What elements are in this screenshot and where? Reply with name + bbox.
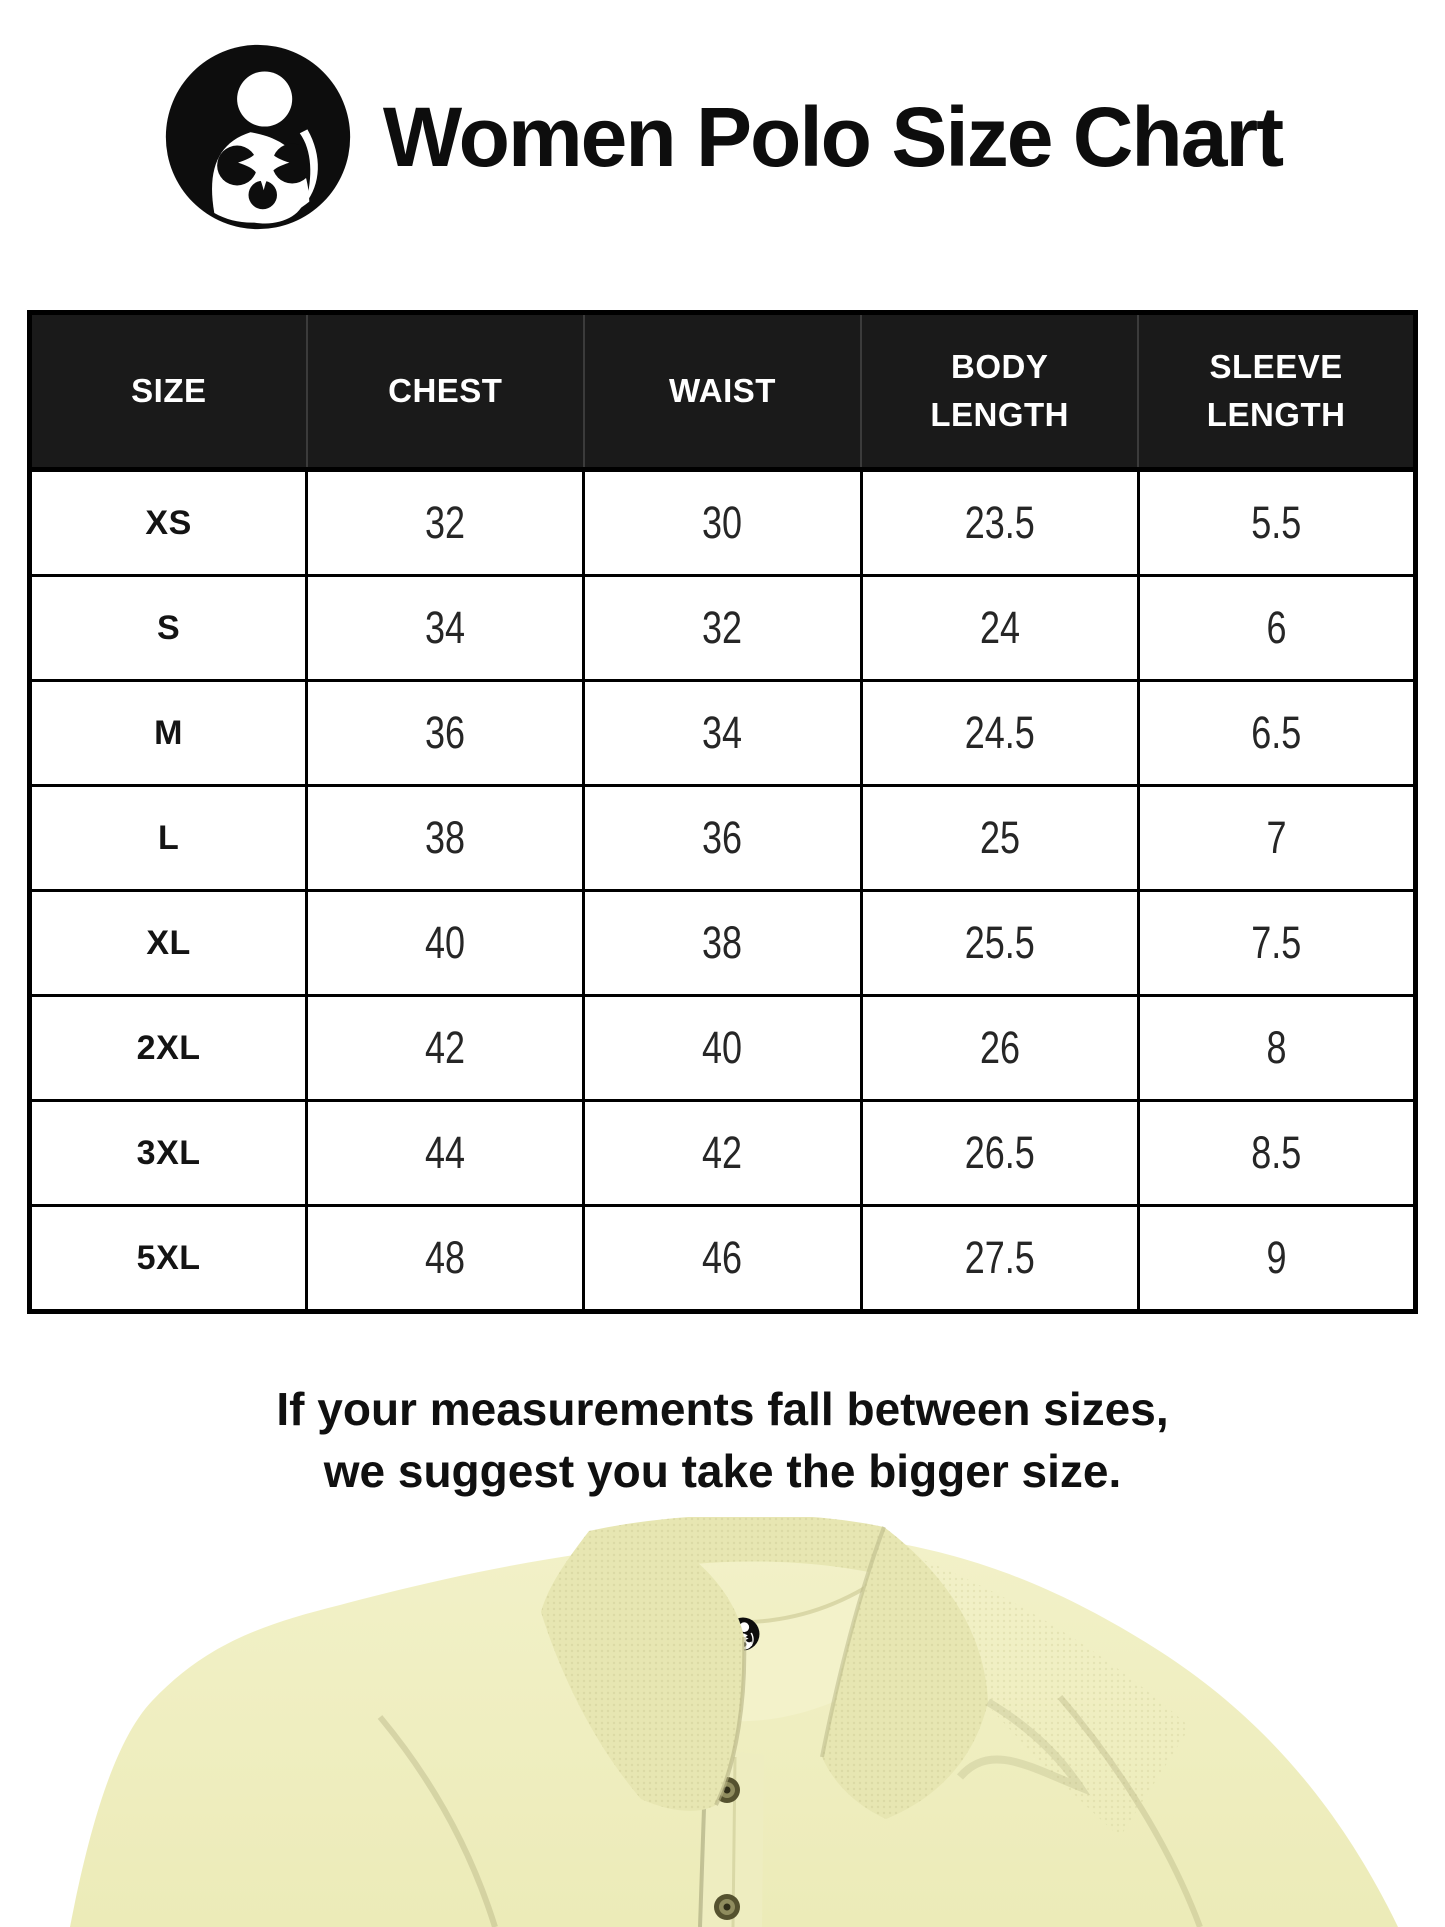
- sleeve-length-cell: 7: [1138, 786, 1415, 891]
- waist-cell: 42: [584, 1101, 861, 1206]
- chest-cell: 44: [307, 1101, 584, 1206]
- table-row-l: [30, 786, 1416, 891]
- column-header-waist: WAIST: [584, 313, 861, 470]
- sleeve-length-cell: 6.5: [1138, 681, 1415, 786]
- size-cell: S: [30, 576, 307, 681]
- sleeve-length-cell: 6: [1138, 576, 1415, 681]
- column-header-body-length: BODY LENGTH: [861, 313, 1138, 470]
- sleeve-length-cell: 8: [1138, 996, 1415, 1101]
- body-length-cell: 26.5: [861, 1101, 1138, 1206]
- body-length-cell: 26: [861, 996, 1138, 1101]
- masthead: [0, 0, 1445, 232]
- waist-cell: 34: [584, 681, 861, 786]
- waist-cell: 36: [584, 786, 861, 891]
- column-header-sleeve-length: SLEEVE LENGTH: [1138, 313, 1415, 470]
- body-length-cell: 25: [861, 786, 1138, 891]
- fit-note-line-2: we suggest you take the bigger size.: [323, 1445, 1122, 1498]
- body-length-cell: 23.5: [861, 470, 1138, 576]
- waist-cell: 38: [584, 891, 861, 996]
- body-length-cell: 24.5: [861, 681, 1138, 786]
- size-table-header: [30, 313, 1416, 470]
- size-cell: M: [30, 681, 307, 786]
- fit-note-line-1: If your measurements fall between sizes,: [276, 1383, 1169, 1435]
- page-title: Women Polo Size Chart: [382, 89, 1283, 184]
- chest-cell: 40: [307, 891, 584, 996]
- size-cell: XL: [30, 891, 307, 996]
- sleeve-length-cell: 7.5: [1138, 891, 1415, 996]
- chest-cell: 34: [307, 576, 584, 681]
- size-cell: 2XL: [30, 996, 307, 1101]
- table-row-m: [30, 681, 1416, 786]
- chest-cell: 38: [307, 786, 584, 891]
- size-cell: 3XL: [30, 1101, 307, 1206]
- body-length-cell: 25.5: [861, 891, 1138, 996]
- body-length-cell: 24: [861, 576, 1138, 681]
- table-row-2xl: [30, 996, 1416, 1101]
- body-length-cell: 27.5: [861, 1206, 1138, 1312]
- fit-note: [0, 1378, 1445, 1502]
- column-header-size: SIZE: [30, 313, 307, 470]
- size-cell: L: [30, 786, 307, 891]
- sleeve-length-cell: 9: [1138, 1206, 1415, 1312]
- chest-cell: 32: [307, 470, 584, 576]
- column-header-chest: CHEST: [307, 313, 584, 470]
- button-bottom: [714, 1894, 740, 1920]
- table-row-xl: [30, 891, 1416, 996]
- chest-cell: 42: [307, 996, 584, 1101]
- mother-child-logo-icon: [163, 42, 353, 232]
- size-cell: XS: [30, 470, 307, 576]
- waist-cell: 46: [584, 1206, 861, 1312]
- chest-cell: 36: [307, 681, 584, 786]
- size-table-body: [30, 470, 1416, 1312]
- table-row-3xl: [30, 1101, 1416, 1206]
- table-row-5xl: [30, 1206, 1416, 1312]
- sleeve-length-cell: 8.5: [1138, 1101, 1415, 1206]
- waist-cell: 32: [584, 576, 861, 681]
- waist-cell: 30: [584, 470, 861, 576]
- waist-cell: 40: [584, 996, 861, 1101]
- table-row-xs: [30, 470, 1416, 576]
- polo-shirt-photo: [0, 1517, 1445, 1927]
- size-table: [27, 310, 1418, 1314]
- size-cell: 5XL: [30, 1206, 307, 1312]
- chest-cell: 48: [307, 1206, 584, 1312]
- table-row-s: [30, 576, 1416, 681]
- header-row: [30, 313, 1416, 470]
- sleeve-length-cell: 5.5: [1138, 470, 1415, 576]
